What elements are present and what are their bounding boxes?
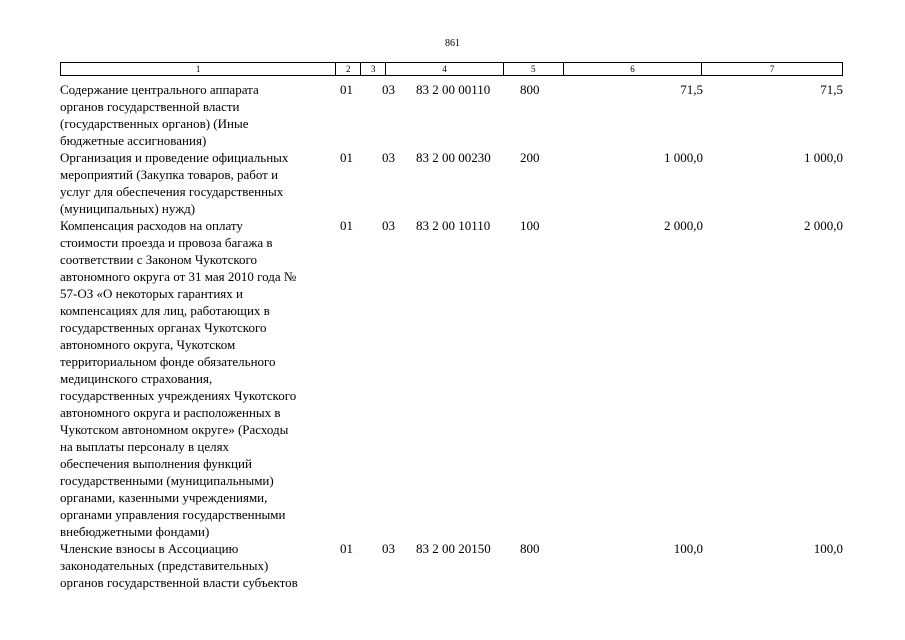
description-line: внебюджетными фондами) (60, 524, 210, 539)
description-line: на выплаты персоналу в целях (60, 439, 230, 454)
amount-col-7: 71,5 (820, 82, 843, 97)
subsection-code: 03 (382, 218, 395, 233)
description-line: услуг для обеспечения государственных (60, 184, 284, 199)
description-line: государственных органах Чукотского (60, 320, 267, 335)
target-code: 83 2 00 00110 (416, 82, 491, 97)
table-body (60, 81, 843, 591)
amount-col-6: 2 000,0 (664, 218, 703, 233)
table-row (60, 540, 843, 591)
header-col-4: 4 (386, 63, 504, 75)
expense-type-code: 800 (520, 541, 540, 556)
expense-type-code: 800 (520, 82, 540, 97)
description-line: стоимости проезда и провоза багажа в (60, 235, 273, 250)
section-code: 01 (340, 150, 353, 165)
description-line: Организация и проведение официальных (60, 150, 289, 165)
header-col-2: 2 (336, 63, 361, 75)
subsection-code: 03 (382, 82, 395, 97)
amount-col-6: 1 000,0 (664, 150, 703, 165)
description-line: органов государственной власти (60, 99, 240, 114)
header-col-6: 6 (564, 63, 703, 75)
target-code: 83 2 00 10110 (416, 218, 491, 233)
header-col-5: 5 (504, 63, 564, 75)
row-description (60, 149, 338, 217)
amount-col-6: 71,5 (680, 82, 703, 97)
amount-col-7: 2 000,0 (804, 218, 843, 233)
target-code: 83 2 00 20150 (416, 541, 491, 556)
table-row (60, 81, 843, 149)
description-line: органами управления государственными (60, 507, 286, 522)
description-line: бюджетные ассигнования) (60, 133, 207, 148)
header-col-7: 7 (769, 64, 775, 74)
row-description (60, 217, 338, 540)
subsection-code: 03 (382, 541, 395, 556)
description-line: органов государственной власти субъектов (60, 575, 298, 590)
table-row (60, 217, 843, 540)
row-description (60, 540, 338, 591)
description-line: Содержание центрального аппарата (60, 82, 259, 97)
table-header (60, 62, 843, 76)
header-col-1: 1 (61, 63, 336, 75)
description-line: медицинского страхования, (60, 371, 213, 386)
row-description (60, 81, 338, 149)
amount-col-6: 100,0 (673, 541, 703, 556)
section-code: 01 (340, 541, 353, 556)
description-line: законодательных (представительных) (60, 558, 269, 573)
section-code: 01 (340, 82, 353, 97)
description-line: Компенсация расходов на оплату (60, 218, 243, 233)
description-line: автономного округа, Чукотском (60, 337, 236, 352)
amount-col-7: 1 000,0 (804, 150, 843, 165)
table-row (60, 149, 843, 217)
expense-type-code: 100 (520, 218, 540, 233)
description-line: Чукотском автономном округе» (Расходы (60, 422, 289, 437)
subsection-code: 03 (382, 150, 395, 165)
description-line: обеспечения выполнения функций (60, 456, 252, 471)
amount-col-7: 100,0 (813, 541, 843, 556)
description-line: органами, казенными учреждениями, (60, 490, 268, 505)
description-line: автономного округа и расположенных в (60, 405, 281, 420)
description-line: (муниципальных) нужд) (60, 201, 196, 216)
description-line: Членские взносы в Ассоциацию (60, 541, 239, 556)
description-line: государственных учреждениях Чукотского (60, 388, 297, 403)
section-code: 01 (340, 218, 353, 233)
expense-type-code: 200 (520, 150, 540, 165)
description-line: компенсациях для лиц, работающих в (60, 303, 270, 318)
target-code: 83 2 00 00230 (416, 150, 491, 165)
description-line: государственными (муниципальными) (60, 473, 274, 488)
description-line: 57-ОЗ «О некоторых гарантиях и (60, 286, 243, 301)
description-line: соответствии с Законом Чукотского (60, 252, 258, 267)
header-col-3: 3 (361, 63, 386, 75)
description-line: (государственных органов) (Иные (60, 116, 249, 131)
description-line: территориальном фонде обязательного (60, 354, 276, 369)
page-number: 861 (445, 38, 460, 49)
description-line: автономного округа от 31 мая 2010 года № (60, 269, 297, 284)
description-line: мероприятий (Закупка товаров, работ и (60, 167, 279, 182)
